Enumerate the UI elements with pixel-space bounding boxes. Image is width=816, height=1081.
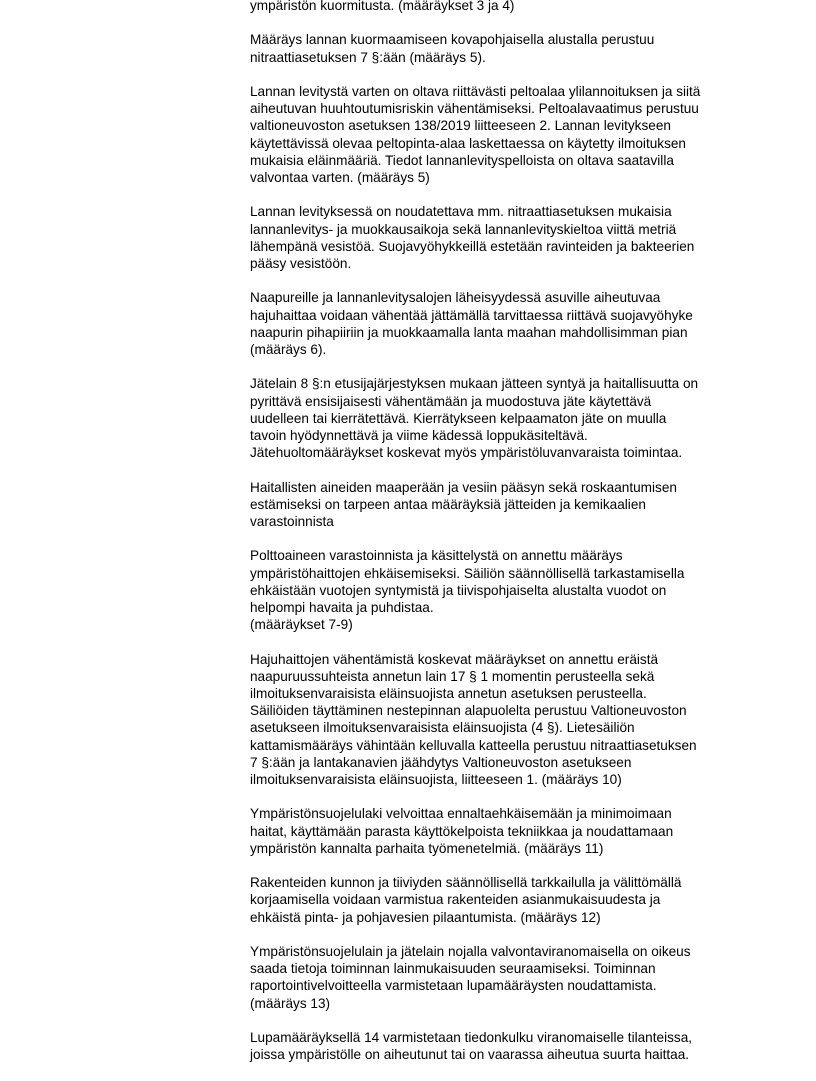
text-line: Haitallisten aineiden maaperään ja vesiin pääsyn sekä roskaantumisen — [250, 479, 677, 495]
text-line: helpompi havaita ja puhdistaa. — [250, 600, 434, 615]
text-line: uudelleen tai kierrätettävä. Kierrätykseen kelpaamaton jäte on muulla — [250, 410, 667, 426]
text-line: nitraattiasetuksen 7 §:ään (määräys 5). — [250, 49, 486, 65]
paragraph — [250, 805, 750, 857]
text-line: ilmoituksenvaraisista eläinsuojista, liitteeseen 1. (määräys 10) — [250, 772, 622, 788]
text-line: valvontaa varten. (määräys 5) — [250, 170, 430, 185]
text-line: varastoinnista — [250, 514, 334, 529]
text-line: Lannan levityksessä on noudatettava mm. nitraattiasetuksen mukaisia — [250, 204, 672, 220]
text-line: ehkäistä pinta- ja pohjavesien pilaantumista. (määräys 12) — [250, 909, 601, 925]
text-line: saada tietoja toiminnan lainmukaisuuden seuraamiseksi. Toiminnan — [250, 961, 656, 977]
text-line: ilmoituksenvaraisista eläinsuojista annetun asetuksen perusteella. — [250, 686, 647, 701]
text-line: mukaisia eläinmääriä. Tiedot lannanlevityspelloista on oltava saatavilla — [250, 152, 674, 168]
text-line: (määräys 6). — [250, 342, 327, 357]
text-line: Määräys lannan kuormaamiseen kovapohjaisella alustalla perustuu — [250, 32, 655, 48]
text-line: Lannan levitystä varten on oltava riittävästi peltoalaa ylilannoituksen ja siitä — [250, 83, 701, 99]
text-line: Ympäristönsuojelulain ja jätelain nojalla valvontaviranomaisella on oikeus — [250, 944, 691, 959]
paragraph — [250, 375, 750, 461]
text-line: Naapureille ja lannanlevitysalojen läheisyydessä asuville aiheutuvaa — [250, 290, 661, 306]
paragraph — [250, 479, 750, 531]
paragraph — [250, 1029, 750, 1063]
text-line: kattamismääräys vähintään kelluvalla katteella perustuu nitraattiasetuksen — [250, 737, 697, 753]
text-line: naapurin pihapiiriin ja muokkaamalla lanta maahan mahdollisimman pian — [250, 324, 688, 340]
text-line: (määräys 13) — [250, 995, 331, 1011]
text-line: Säiliöiden täyttäminen nestepinnan alapuolelta perustuu Valtioneuvoston — [250, 703, 687, 719]
text-line: Jätehuoltomääräykset koskevat myös ympäristöluvanvaraista toimintaa. — [250, 445, 683, 461]
text-line: Ympäristönsuojelulaki velvoittaa ennaltaehkäisemään ja minimoimaan — [250, 806, 672, 822]
text-line: pyrittävä ensisijaisesti vähentämään ja muodostuva jäte käytettävä — [250, 393, 652, 409]
text-line: haitat, käyttämään parasta käyttökelpoista tekniikkaa ja noudattamaan — [250, 823, 674, 839]
text-line: lähempänä vesistöä. Suojavyöhykkeillä estetään ravinteiden ja bakteerien — [250, 238, 695, 254]
text-line: tavoin hyödynnettävä ja viime kädessä loppukäsiteltävä. — [250, 428, 588, 443]
text-line: Rakenteiden kunnon ja tiiviyden säännöllisellä tarkkailulla ja välittömällä — [250, 875, 682, 891]
text-line: lannanlevitys- ja muokkausaikoja sekä lannanlevityskieltoa viittä metriä — [250, 221, 677, 237]
text-line: käytettävissä olevaa peltopinta-alaa laskettaessa on käytetty ilmoituksen — [250, 135, 686, 151]
text-line: asetukseen ilmoituksenvaraisista eläinsuojista (4 §). Lietesäiliön — [250, 720, 635, 736]
text-line: Lupamääräyksellä 14 varmistetaan tiedonkulku viranomaiselle tilanteissa, — [250, 1030, 693, 1045]
text-line: aiheutuvan huuhtoutumisriskin vähentämiseksi. Peltoalavaatimus perustuu — [250, 101, 699, 117]
paragraph — [250, 203, 750, 272]
text-line: pääsy vesistöön. — [250, 256, 352, 271]
text-line: hajuhaittaa voidaan vähentää jättämällä tarvittaessa riittävä suojavyöhyke — [250, 307, 693, 323]
paragraph — [250, 83, 750, 186]
text-line: ympäristön kuormitusta. (määräykset 3 ja 4) — [250, 0, 515, 13]
text-line: naapuruussuhteista annetun lain 17 § 1 momentin perusteella sekä — [250, 668, 655, 684]
document-page — [250, 0, 750, 1081]
text-line: (määräykset 7-9) — [250, 617, 353, 633]
text-line: 7 §:ään ja lantakanavien jäähdytys Valtioneuvoston asetukseen — [250, 754, 632, 770]
paragraph — [250, 0, 750, 14]
text-line: valtioneuvoston asetuksen 138/2019 liitteeseen 2. Lannan levitykseen — [250, 118, 671, 134]
text-line: Jätelain 8 §:n etusijajärjestyksen mukaan jätteen syntyä ja haitallisuutta on — [250, 376, 699, 392]
text-line: korjaamisella voidaan varmistua rakenteiden asianmukaisuudesta ja — [250, 892, 661, 908]
text-line: Hajuhaittojen vähentämistä koskevat määräykset on annettu eräistä — [250, 651, 659, 667]
paragraph — [250, 289, 750, 358]
paragraph — [250, 31, 750, 65]
text-line: raportointivelvoitteella varmistetaan lupamääräysten noudattamista. — [250, 978, 657, 994]
paragraph — [250, 874, 750, 926]
text-line: ympäristön kannalta parhaita työmenetelmiä. (määräys 11) — [250, 840, 604, 856]
text-line: joissa ympäristölle on aiheutunut tai on vaarassa aiheutua suurta haittaa. — [250, 1047, 690, 1063]
text-line: estämiseksi on tarpeen antaa määräyksiä jätteiden ja kemikaalien — [250, 496, 646, 512]
paragraph — [250, 547, 750, 633]
text-line: Polttoaineen varastoinnista ja käsittelystä on annettu määräys — [250, 548, 623, 564]
paragraph — [250, 651, 750, 789]
text-line: ympäristöhaittojen ehkäisemiseksi. Säiliön säännöllisellä tarkastamisella — [250, 565, 685, 581]
text-line: ehkäistään vuotojen syntymistä ja tiivispohjaiselta alustalta vuodot on — [250, 582, 667, 598]
paragraph — [250, 943, 750, 1012]
